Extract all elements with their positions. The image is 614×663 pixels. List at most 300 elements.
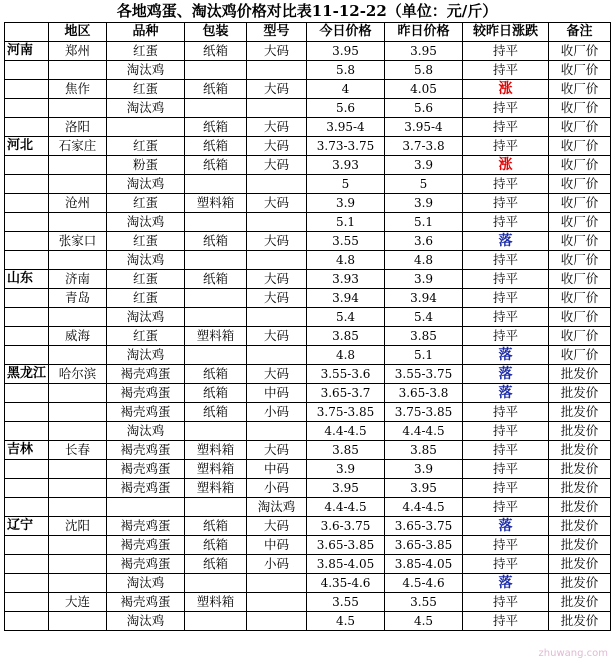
cell-note: 收厂价 (549, 327, 611, 346)
cell-size (247, 61, 307, 80)
cell-city (49, 612, 107, 631)
table-row (5, 232, 611, 251)
cell-price-today: 3.93 (307, 156, 385, 175)
cell-note: 收厂价 (549, 61, 611, 80)
cell-price-yesterday: 4.5 (385, 612, 463, 631)
cell-change: 持平 (463, 137, 549, 156)
cell-variety: 淘汰鸡 (107, 251, 185, 270)
cell-price-today: 4.4-4.5 (307, 422, 385, 441)
cell-price-today: 3.73-3.75 (307, 137, 385, 156)
table-row (5, 441, 611, 460)
cell-price-yesterday: 3.6 (385, 232, 463, 251)
cell-price-today: 3.6-3.75 (307, 517, 385, 536)
cell-size (247, 346, 307, 365)
cell-city (49, 156, 107, 175)
cell-price-today: 3.55 (307, 232, 385, 251)
cell-size (247, 422, 307, 441)
cell-region (5, 118, 49, 137)
cell-price-yesterday: 3.75-3.85 (385, 403, 463, 422)
cell-packaging: 塑料箱 (185, 593, 247, 612)
cell-note: 收厂价 (549, 232, 611, 251)
cell-variety: 褐壳鸡蛋 (107, 479, 185, 498)
cell-size: 大码 (247, 80, 307, 99)
cell-packaging (185, 308, 247, 327)
cell-price-yesterday: 5 (385, 175, 463, 194)
cell-city (49, 479, 107, 498)
cell-change: 持平 (463, 422, 549, 441)
cell-city (49, 213, 107, 232)
cell-region (5, 308, 49, 327)
cell-region: 山东 (5, 270, 49, 289)
table-row (5, 422, 611, 441)
cell-variety: 淘汰鸡 (107, 574, 185, 593)
cell-price-yesterday: 4.05 (385, 80, 463, 99)
cell-region (5, 479, 49, 498)
cell-price-today: 4.35-4.6 (307, 574, 385, 593)
cell-size: 大码 (247, 327, 307, 346)
cell-change: 持平 (463, 612, 549, 631)
table-row (5, 175, 611, 194)
cell-price-today: 4.8 (307, 251, 385, 270)
cell-variety: 红蛋 (107, 80, 185, 99)
cell-change: 持平 (463, 251, 549, 270)
cell-city (49, 346, 107, 365)
cell-city: 青岛 (49, 289, 107, 308)
cell-price-yesterday: 3.9 (385, 156, 463, 175)
cell-variety: 淘汰鸡 (107, 175, 185, 194)
cell-change: 涨 (463, 156, 549, 175)
cell-variety: 红蛋 (107, 232, 185, 251)
cell-change: 持平 (463, 99, 549, 118)
cell-note: 收厂价 (549, 308, 611, 327)
cell-price-yesterday: 3.94 (385, 289, 463, 308)
cell-price-yesterday: 3.85 (385, 441, 463, 460)
cell-change: 持平 (463, 175, 549, 194)
cell-change: 持平 (463, 118, 549, 137)
header-variety: 品种 (107, 23, 185, 42)
cell-change: 涨 (463, 80, 549, 99)
table-row (5, 80, 611, 99)
table-row (5, 156, 611, 175)
cell-city (49, 175, 107, 194)
table-row (5, 555, 611, 574)
cell-note: 批发价 (549, 441, 611, 460)
cell-region (5, 156, 49, 175)
cell-packaging (185, 99, 247, 118)
cell-packaging: 纸箱 (185, 118, 247, 137)
cell-change: 持平 (463, 403, 549, 422)
cell-variety: 褐壳鸡蛋 (107, 365, 185, 384)
cell-region (5, 80, 49, 99)
cell-city: 焦作 (49, 80, 107, 99)
cell-city (49, 536, 107, 555)
cell-city: 张家口 (49, 232, 107, 251)
cell-price-yesterday: 3.85-4.05 (385, 555, 463, 574)
table-row (5, 42, 611, 61)
cell-variety: 淘汰鸡 (107, 308, 185, 327)
cell-price-today: 4.5 (307, 612, 385, 631)
cell-size: 大码 (247, 232, 307, 251)
table-row (5, 289, 611, 308)
cell-size: 大码 (247, 156, 307, 175)
cell-price-yesterday: 3.85 (385, 327, 463, 346)
cell-city: 威海 (49, 327, 107, 346)
cell-city: 大连 (49, 593, 107, 612)
cell-size (247, 612, 307, 631)
cell-packaging: 纸箱 (185, 80, 247, 99)
cell-city (49, 308, 107, 327)
cell-price-yesterday: 5.1 (385, 346, 463, 365)
cell-packaging: 塑料箱 (185, 441, 247, 460)
header-size: 型号 (247, 23, 307, 42)
cell-note: 批发价 (549, 384, 611, 403)
cell-variety: 红蛋 (107, 42, 185, 61)
cell-price-yesterday: 5.6 (385, 99, 463, 118)
cell-region (5, 536, 49, 555)
cell-change: 持平 (463, 327, 549, 346)
cell-change: 持平 (463, 289, 549, 308)
table-row (5, 593, 611, 612)
cell-note: 收厂价 (549, 289, 611, 308)
cell-packaging: 塑料箱 (185, 460, 247, 479)
cell-price-yesterday: 3.95 (385, 42, 463, 61)
cell-variety: 褐壳鸡蛋 (107, 517, 185, 536)
cell-price-today: 3.93 (307, 270, 385, 289)
cell-change: 落 (463, 384, 549, 403)
cell-price-yesterday: 3.55-3.75 (385, 365, 463, 384)
cell-price-today: 3.95 (307, 42, 385, 61)
cell-variety: 淘汰鸡 (107, 61, 185, 80)
table-title: 各地鸡蛋、淘汰鸡价格对比表11-12-22（单位：元/斤） (116, 2, 498, 20)
cell-region: 河北 (5, 137, 49, 156)
cell-price-today: 3.65-3.7 (307, 384, 385, 403)
cell-city (49, 384, 107, 403)
cell-packaging: 塑料箱 (185, 194, 247, 213)
cell-region (5, 384, 49, 403)
table-row (5, 137, 611, 156)
cell-price-yesterday: 3.95 (385, 479, 463, 498)
cell-variety: 红蛋 (107, 194, 185, 213)
cell-variety: 褐壳鸡蛋 (107, 593, 185, 612)
cell-size: 大码 (247, 137, 307, 156)
table-row (5, 270, 611, 289)
cell-note: 收厂价 (549, 346, 611, 365)
cell-size: 大码 (247, 42, 307, 61)
cell-packaging (185, 213, 247, 232)
cell-variety: 褐壳鸡蛋 (107, 403, 185, 422)
cell-note: 批发价 (549, 498, 611, 517)
cell-change: 持平 (463, 555, 549, 574)
table-row (5, 403, 611, 422)
header-city: 地区 (49, 23, 107, 42)
cell-packaging: 纸箱 (185, 232, 247, 251)
cell-size: 中码 (247, 460, 307, 479)
cell-size: 小码 (247, 479, 307, 498)
cell-variety: 淘汰鸡 (107, 422, 185, 441)
cell-price-today: 3.94 (307, 289, 385, 308)
cell-price-today: 3.95 (307, 479, 385, 498)
cell-packaging (185, 422, 247, 441)
table-row (5, 479, 611, 498)
cell-size (247, 213, 307, 232)
table-row (5, 574, 611, 593)
cell-price-yesterday: 3.9 (385, 270, 463, 289)
cell-note: 批发价 (549, 555, 611, 574)
cell-city: 沧州 (49, 194, 107, 213)
header-packaging: 包装 (185, 23, 247, 42)
header-note: 备注 (549, 23, 611, 42)
table-row (5, 194, 611, 213)
cell-region (5, 612, 49, 631)
cell-note: 收厂价 (549, 118, 611, 137)
cell-region (5, 498, 49, 517)
cell-region (5, 327, 49, 346)
watermark: zhuwang.com (538, 648, 608, 659)
cell-size: 大码 (247, 194, 307, 213)
cell-city: 长春 (49, 441, 107, 460)
header-region (5, 23, 49, 42)
table-row (5, 460, 611, 479)
cell-packaging: 塑料箱 (185, 327, 247, 346)
cell-size (247, 593, 307, 612)
cell-note: 批发价 (549, 365, 611, 384)
cell-variety (107, 118, 185, 137)
cell-region (5, 460, 49, 479)
cell-packaging: 纸箱 (185, 536, 247, 555)
table-row (5, 612, 611, 631)
cell-region (5, 555, 49, 574)
table-row (5, 498, 611, 517)
cell-variety: 红蛋 (107, 137, 185, 156)
cell-size (247, 574, 307, 593)
cell-size (247, 251, 307, 270)
header-change: 较昨日涨跌 (463, 23, 549, 42)
cell-price-yesterday: 5.4 (385, 308, 463, 327)
table-row (5, 308, 611, 327)
cell-city: 沈阳 (49, 517, 107, 536)
cell-city (49, 403, 107, 422)
cell-note: 批发价 (549, 612, 611, 631)
cell-city (49, 61, 107, 80)
cell-city (49, 422, 107, 441)
cell-packaging: 纸箱 (185, 403, 247, 422)
cell-note: 批发价 (549, 574, 611, 593)
cell-change: 持平 (463, 42, 549, 61)
cell-region (5, 99, 49, 118)
cell-price-today: 3.95-4 (307, 118, 385, 137)
cell-size: 中码 (247, 536, 307, 555)
cell-packaging (185, 612, 247, 631)
cell-note: 收厂价 (549, 213, 611, 232)
cell-variety: 红蛋 (107, 289, 185, 308)
cell-price-yesterday: 4.8 (385, 251, 463, 270)
cell-variety: 红蛋 (107, 270, 185, 289)
cell-note: 批发价 (549, 479, 611, 498)
cell-packaging: 纸箱 (185, 384, 247, 403)
cell-price-yesterday: 3.55 (385, 593, 463, 612)
cell-change: 持平 (463, 270, 549, 289)
cell-change: 落 (463, 365, 549, 384)
cell-price-today: 4 (307, 80, 385, 99)
cell-price-yesterday: 3.7-3.8 (385, 137, 463, 156)
cell-note: 收厂价 (549, 194, 611, 213)
cell-change: 持平 (463, 308, 549, 327)
cell-region: 吉林 (5, 441, 49, 460)
cell-price-yesterday: 3.95-4 (385, 118, 463, 137)
cell-change: 持平 (463, 460, 549, 479)
cell-region: 河南 (5, 42, 49, 61)
table-row (5, 365, 611, 384)
cell-note: 收厂价 (549, 99, 611, 118)
cell-packaging (185, 498, 247, 517)
cell-region: 黑龙江 (5, 365, 49, 384)
cell-price-yesterday: 5.8 (385, 61, 463, 80)
cell-city (49, 251, 107, 270)
cell-size: 大码 (247, 517, 307, 536)
cell-price-today: 3.85-4.05 (307, 555, 385, 574)
cell-price-today: 3.9 (307, 460, 385, 479)
cell-size (247, 175, 307, 194)
cell-price-yesterday: 3.9 (385, 460, 463, 479)
cell-packaging (185, 574, 247, 593)
table-row (5, 213, 611, 232)
table-row (5, 251, 611, 270)
cell-note: 批发价 (549, 460, 611, 479)
cell-price-yesterday: 4.4-4.5 (385, 422, 463, 441)
cell-note: 收厂价 (549, 42, 611, 61)
cell-price-today: 3.85 (307, 327, 385, 346)
cell-packaging: 纸箱 (185, 42, 247, 61)
cell-region (5, 61, 49, 80)
cell-packaging (185, 289, 247, 308)
cell-packaging (185, 251, 247, 270)
cell-note: 批发价 (549, 422, 611, 441)
cell-region (5, 403, 49, 422)
cell-variety: 褐壳鸡蛋 (107, 460, 185, 479)
cell-city (49, 460, 107, 479)
cell-price-today: 5.1 (307, 213, 385, 232)
cell-region (5, 213, 49, 232)
cell-variety: 褐壳鸡蛋 (107, 384, 185, 403)
cell-city (49, 99, 107, 118)
cell-change: 持平 (463, 536, 549, 555)
price-table (4, 22, 611, 631)
cell-region (5, 346, 49, 365)
cell-variety: 淘汰鸡 (107, 612, 185, 631)
cell-change: 持平 (463, 213, 549, 232)
cell-size: 大码 (247, 289, 307, 308)
cell-note: 批发价 (549, 536, 611, 555)
cell-packaging: 纸箱 (185, 270, 247, 289)
cell-price-yesterday: 4.5-4.6 (385, 574, 463, 593)
cell-change: 落 (463, 574, 549, 593)
cell-price-today: 3.85 (307, 441, 385, 460)
cell-size (247, 308, 307, 327)
cell-region (5, 574, 49, 593)
cell-city (49, 498, 107, 517)
cell-size: 大码 (247, 118, 307, 137)
cell-size: 大码 (247, 270, 307, 289)
cell-region (5, 422, 49, 441)
header-price-today: 今日价格 (307, 23, 385, 42)
cell-price-yesterday: 3.65-3.85 (385, 536, 463, 555)
cell-price-today: 3.55 (307, 593, 385, 612)
cell-city: 哈尔滨 (49, 365, 107, 384)
cell-variety: 淘汰鸡 (107, 99, 185, 118)
cell-region: 辽宁 (5, 517, 49, 536)
cell-variety: 褐壳鸡蛋 (107, 555, 185, 574)
table-row (5, 61, 611, 80)
table-row (5, 346, 611, 365)
cell-city: 郑州 (49, 42, 107, 61)
cell-note: 批发价 (549, 403, 611, 422)
cell-price-today: 3.65-3.85 (307, 536, 385, 555)
cell-size: 小码 (247, 555, 307, 574)
cell-packaging: 纸箱 (185, 137, 247, 156)
table-row (5, 536, 611, 555)
header-price-yesterday: 昨日价格 (385, 23, 463, 42)
cell-change: 持平 (463, 441, 549, 460)
cell-note: 收厂价 (549, 137, 611, 156)
cell-packaging: 纸箱 (185, 555, 247, 574)
cell-price-today: 5.4 (307, 308, 385, 327)
cell-city: 石家庄 (49, 137, 107, 156)
cell-price-today: 5 (307, 175, 385, 194)
cell-packaging (185, 175, 247, 194)
cell-note: 批发价 (549, 517, 611, 536)
table-row (5, 99, 611, 118)
table-body (5, 23, 611, 631)
table-header-row (5, 23, 611, 42)
cell-price-today: 3.9 (307, 194, 385, 213)
cell-city: 洛阳 (49, 118, 107, 137)
cell-change: 持平 (463, 498, 549, 517)
cell-city: 济南 (49, 270, 107, 289)
cell-price-today: 4.4-4.5 (307, 498, 385, 517)
cell-size: 小码 (247, 403, 307, 422)
cell-packaging: 纸箱 (185, 517, 247, 536)
cell-region (5, 593, 49, 612)
cell-change: 持平 (463, 61, 549, 80)
cell-packaging (185, 346, 247, 365)
cell-region (5, 289, 49, 308)
cell-price-today: 4.8 (307, 346, 385, 365)
cell-note: 收厂价 (549, 80, 611, 99)
cell-variety: 红蛋 (107, 327, 185, 346)
cell-note: 批发价 (549, 593, 611, 612)
cell-price-today: 3.55-3.6 (307, 365, 385, 384)
cell-price-yesterday: 3.65-3.75 (385, 517, 463, 536)
cell-size (247, 99, 307, 118)
cell-variety: 淘汰鸡 (107, 346, 185, 365)
cell-size: 中码 (247, 384, 307, 403)
cell-note: 收厂价 (549, 175, 611, 194)
cell-change: 落 (463, 232, 549, 251)
cell-variety: 褐壳鸡蛋 (107, 441, 185, 460)
cell-city (49, 555, 107, 574)
cell-region (5, 194, 49, 213)
cell-variety: 淘汰鸡 (107, 213, 185, 232)
cell-packaging (185, 61, 247, 80)
table-row (5, 384, 611, 403)
cell-region (5, 232, 49, 251)
cell-price-yesterday: 5.1 (385, 213, 463, 232)
cell-note: 收厂价 (549, 270, 611, 289)
table-row (5, 327, 611, 346)
cell-note: 收厂价 (549, 156, 611, 175)
cell-size: 大码 (247, 365, 307, 384)
cell-variety: 褐壳鸡蛋 (107, 536, 185, 555)
